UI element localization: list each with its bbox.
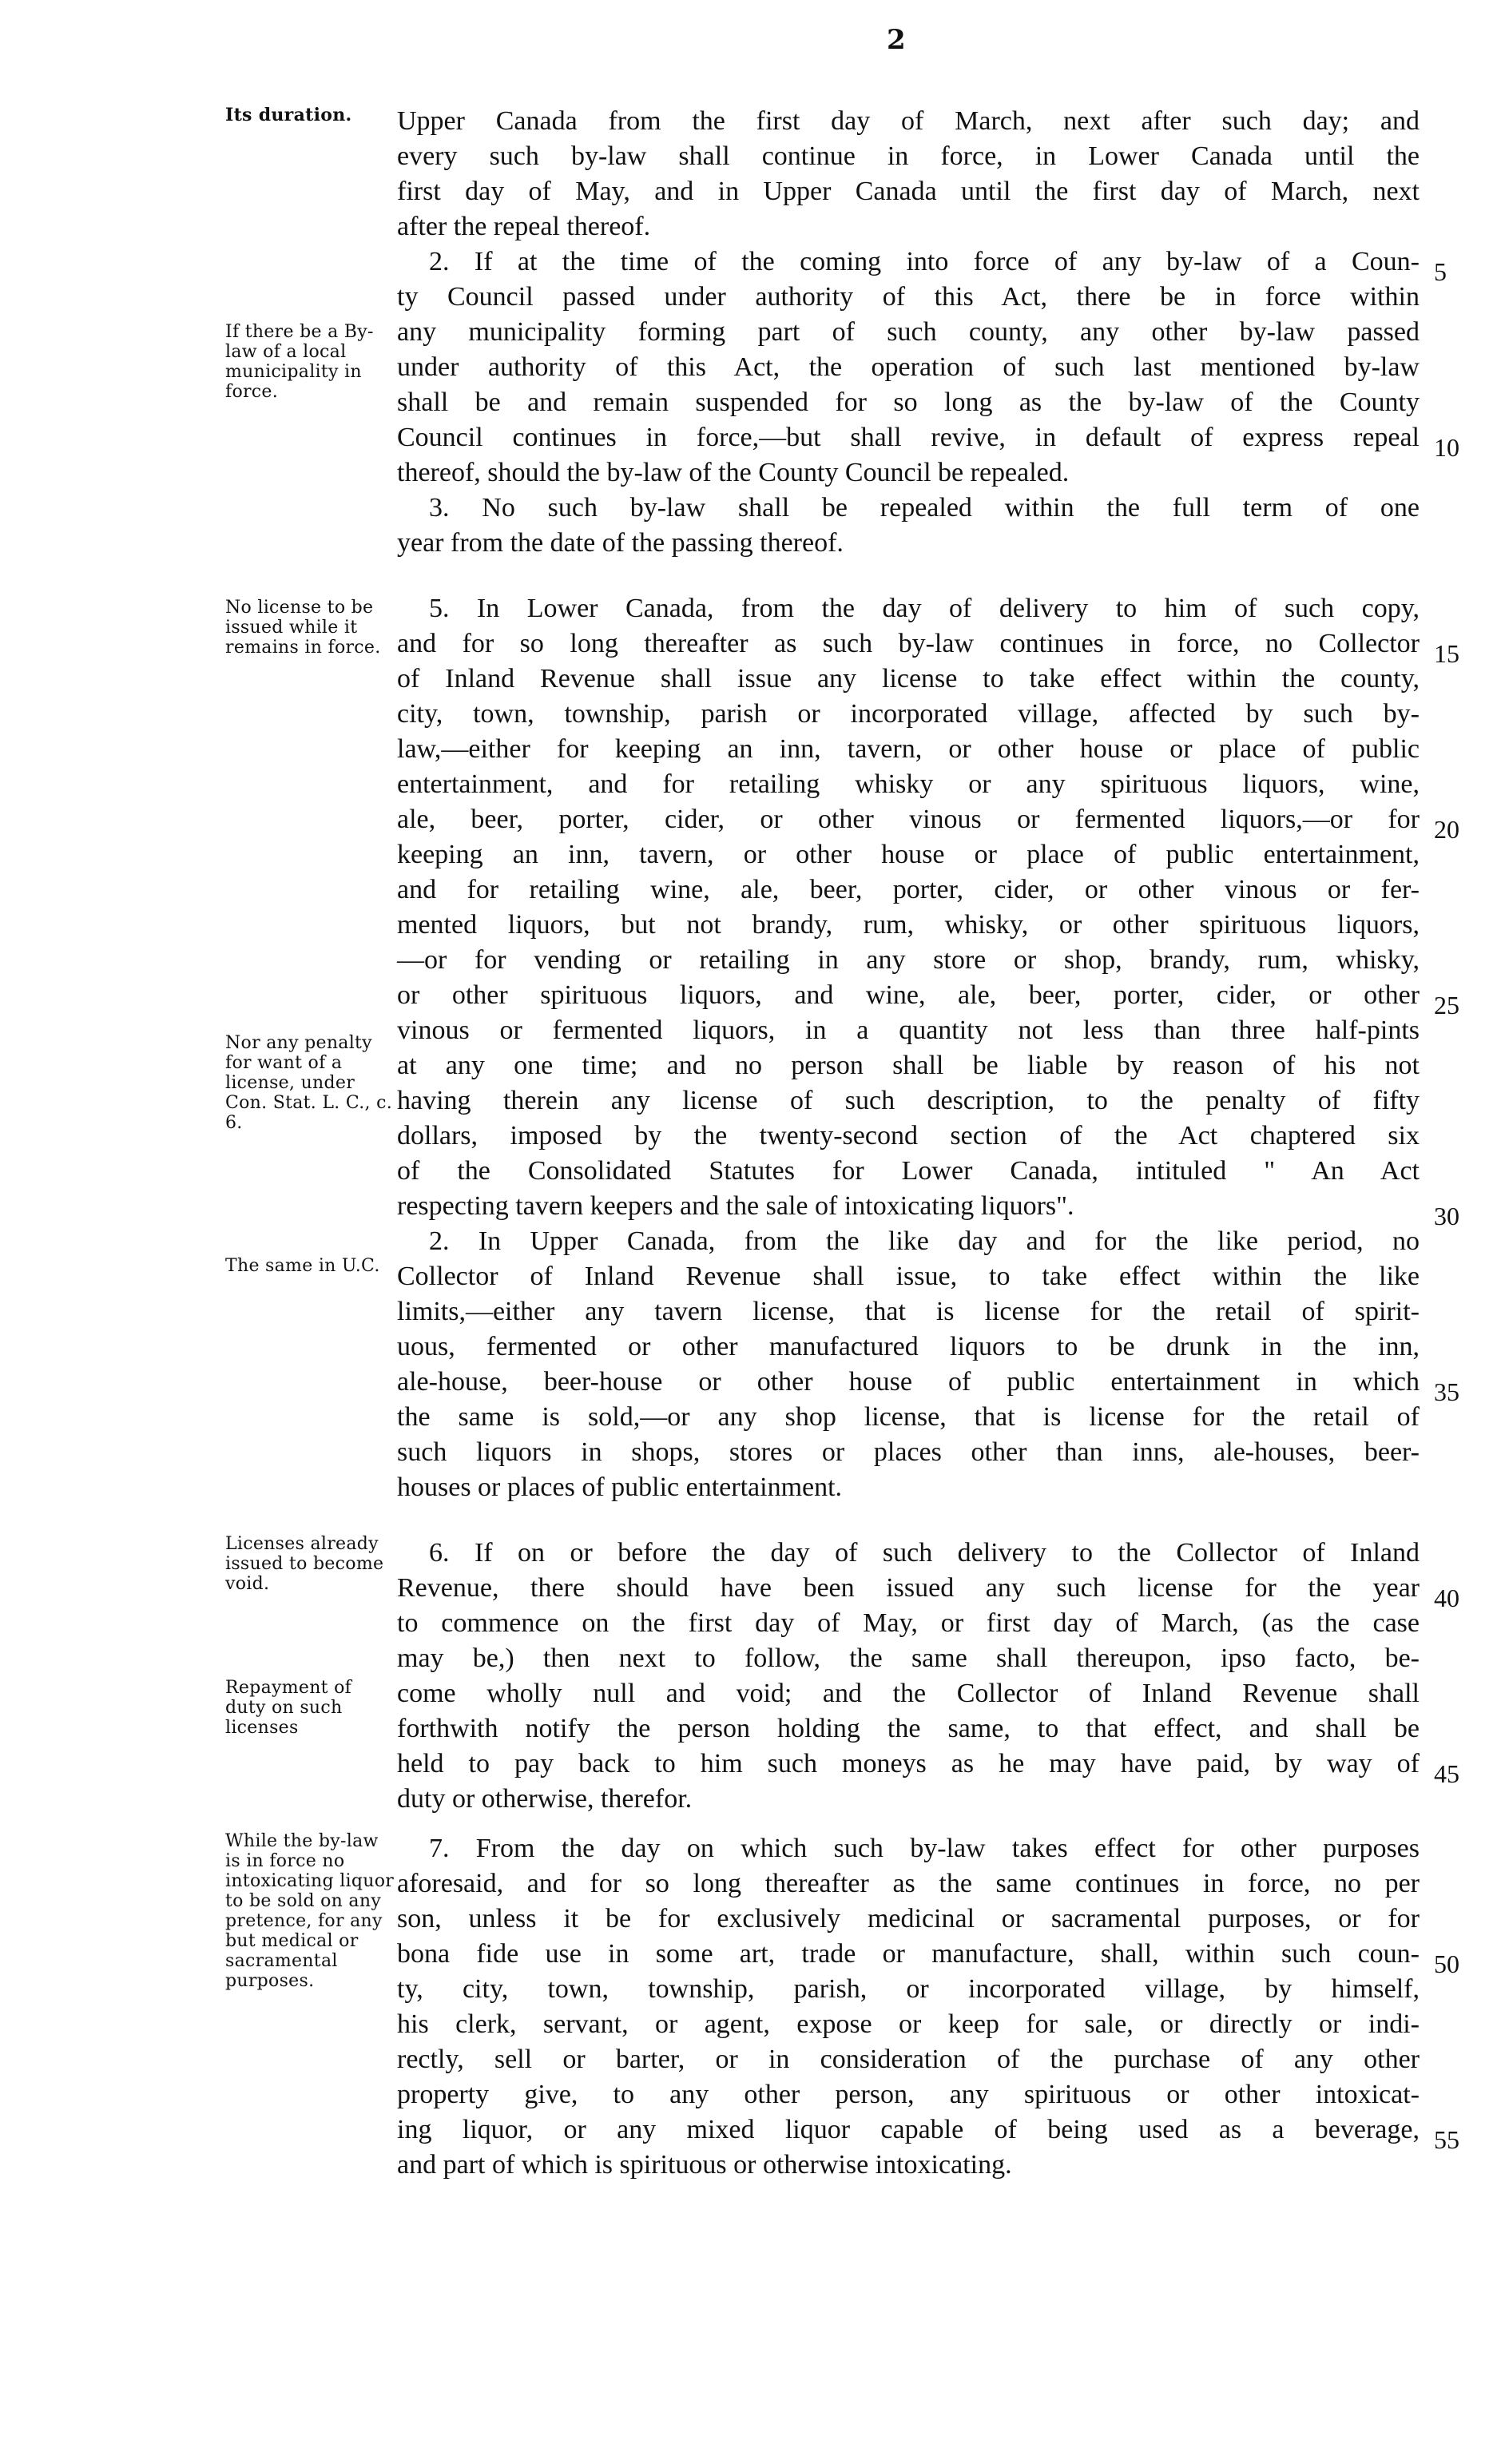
body-line: such liquors in shops, stores or places other than inns, ale-houses, beer- bbox=[397, 1437, 1420, 1467]
body-line: ale-house, beer-house or other house of public entertainment in which bbox=[397, 1367, 1420, 1397]
body-line: city, town, township, parish or incorporated village, affected by such by- bbox=[397, 699, 1420, 729]
body-line: dollars, imposed by the twenty-second section of the Act chaptered six bbox=[397, 1121, 1420, 1151]
body-line: and part of which is spirituous or otherwise intoxicating. bbox=[397, 2150, 1012, 2180]
body-line: any municipality forming part of such county, any other by-law passed bbox=[397, 317, 1420, 347]
body-line: of the Consolidated Statutes for Lower Canada, intituled " An Act bbox=[397, 1156, 1420, 1186]
body-line: after the repeal thereof. bbox=[397, 212, 651, 241]
body-line: 2. If at the time of the coming into force of any by-law of a Coun- bbox=[429, 247, 1420, 276]
line-number: 30 bbox=[1434, 1202, 1459, 1230]
margin-note-while-bylaw: While the by-law is in force no intoxicating liquor to be sold on any pretence, for any but medical or sacramental purposes. bbox=[225, 1831, 395, 1991]
body-line: ing liquor, or any mixed liquor capable of being used as a beverage, bbox=[397, 2115, 1420, 2144]
margin-note-licenses-void: Licenses already issued to become void. bbox=[225, 1534, 384, 1594]
body-line: every such by-law shall continue in force, in Lower Canada until the bbox=[397, 141, 1420, 171]
body-line: uous, fermented or other manufactured liquors to be drunk in the inn, bbox=[397, 1332, 1420, 1361]
line-number: 50 bbox=[1434, 1949, 1459, 1978]
body-line: 6. If on or before the day of such delivery to the Collector of Inland bbox=[429, 1538, 1420, 1568]
body-line: thereof, should the by-law of the County Council be repealed. bbox=[397, 458, 1070, 487]
page-number: 2 bbox=[887, 24, 906, 56]
body-line: duty or otherwise, therefor. bbox=[397, 1784, 693, 1814]
body-line: ty, city, town, township, parish, or incorporated village, by himself, bbox=[397, 1974, 1420, 2004]
body-line: shall be and remain suspended for so long as the by-law of the County bbox=[397, 387, 1420, 417]
margin-note-nor-penalty: Nor any penalty for want of a license, under Con. Stat. L. C., c. 6. bbox=[225, 1033, 393, 1133]
body-line: law,—either for keeping an inn, tavern, or other house or place of public bbox=[397, 734, 1420, 764]
body-line: mented liquors, but not brandy, rum, whisky, or other spirituous liquors, bbox=[397, 910, 1420, 940]
body-line: 3. No such by-law shall be repealed within the full term of one bbox=[429, 493, 1420, 523]
body-line: vinous or fermented liquors, in a quantity not less than three half-pints bbox=[397, 1015, 1420, 1045]
margin-note-its-duration: Its duration. bbox=[225, 105, 352, 125]
line-number: 55 bbox=[1434, 2125, 1459, 2154]
line-number: 25 bbox=[1434, 991, 1459, 1019]
body-line: Upper Canada from the first day of March, next after such day; and bbox=[397, 106, 1420, 136]
body-line: come wholly null and void; and the Collector of Inland Revenue shall bbox=[397, 1679, 1420, 1708]
line-number: 10 bbox=[1434, 433, 1459, 462]
body-line: ty Council passed under authority of this Act, there be in force within bbox=[397, 282, 1420, 312]
body-line: to commence on the first day of May, or first day of March, (as the case bbox=[397, 1608, 1420, 1638]
margin-note-same-uc: The same in U.C. bbox=[225, 1256, 380, 1276]
body-line: —or for vending or retailing in any store or shop, brandy, rum, whisky, bbox=[397, 945, 1420, 975]
body-line: and for so long thereafter as such by-law continues in force, no Collector bbox=[397, 629, 1420, 658]
line-number: 15 bbox=[1434, 639, 1459, 668]
body-line: rectly, sell or barter, or in consideration of the purchase of any other bbox=[397, 2045, 1420, 2074]
body-line: at any one time; and no person shall be liable by reason of his not bbox=[397, 1051, 1420, 1080]
body-line: 2. In Upper Canada, from the like day and for the like period, no bbox=[429, 1226, 1420, 1256]
body-line: having therein any license of such description, to the penalty of fifty bbox=[397, 1086, 1420, 1115]
body-line: Revenue, there should have been issued any such license for the year bbox=[397, 1573, 1420, 1603]
body-line: limits,—either any tavern license, that is license for the retail of spirit- bbox=[397, 1297, 1420, 1326]
line-number: 45 bbox=[1434, 1759, 1459, 1788]
body-line: year from the date of the passing thereof. bbox=[397, 528, 844, 558]
body-line: son, unless it be for exclusively medicinal or sacramental purposes, or for bbox=[397, 1904, 1420, 1933]
body-line: held to pay back to him such moneys as he may have paid, by way of bbox=[397, 1749, 1420, 1778]
margin-note-no-license: No license to be issued while it remains in force. bbox=[225, 598, 381, 658]
margin-note-repayment: Repayment of duty on such licenses bbox=[225, 1678, 352, 1738]
margin-note-bylaw-local: If there be a By-law of a local municipality in force. bbox=[225, 322, 374, 402]
body-line: respecting tavern keepers and the sale of intoxicating liquors". bbox=[397, 1191, 1074, 1221]
body-line: entertainment, and for retailing whisky or any spirituous liquors, wine, bbox=[397, 769, 1420, 799]
body-line: may be,) then next to follow, the same shall thereupon, ipso facto, be- bbox=[397, 1643, 1420, 1673]
body-line: ale, beer, porter, cider, or other vinous or fermented liquors,—or for bbox=[397, 805, 1420, 834]
body-line: of Inland Revenue shall issue any license to take effect within the county, bbox=[397, 664, 1420, 693]
body-line: Collector of Inland Revenue shall issue, to take effect within the like bbox=[397, 1262, 1420, 1291]
body-line: the same is sold,—or any shop license, that is license for the retail of bbox=[397, 1402, 1420, 1432]
body-line: first day of May, and in Upper Canada until the first day of March, next bbox=[397, 177, 1420, 206]
line-number: 20 bbox=[1434, 815, 1459, 844]
body-line: bona fide use in some art, trade or manufacture, shall, within such coun- bbox=[397, 1939, 1420, 1969]
body-line: keeping an inn, tavern, or other house or place of public entertainment, bbox=[397, 840, 1420, 869]
body-line: and for retailing wine, ale, beer, porter, cider, or other vinous or fer- bbox=[397, 875, 1420, 904]
body-line: his clerk, servant, or agent, expose or keep for sale, or directly or indi- bbox=[397, 2009, 1420, 2039]
body-line: property give, to any other person, any spirituous or other intoxicat- bbox=[397, 2080, 1420, 2109]
body-line: forthwith notify the person holding the same, to that effect, and shall be bbox=[397, 1714, 1420, 1743]
body-line: under authority of this Act, the operation of such last mentioned by-law bbox=[397, 352, 1420, 382]
body-line: 7. From the day on which such by-law takes effect for other purposes bbox=[429, 1834, 1420, 1863]
line-number: 5 bbox=[1434, 257, 1447, 286]
body-line: or other spirituous liquors, and wine, ale, beer, porter, cider, or other bbox=[397, 980, 1420, 1010]
line-number: 35 bbox=[1434, 1377, 1459, 1406]
line-number: 40 bbox=[1434, 1584, 1459, 1612]
body-line: aforesaid, and for so long thereafter as the same continues in force, no per bbox=[397, 1869, 1420, 1898]
body-line: houses or places of public entertainment. bbox=[397, 1472, 843, 1502]
body-line: Council continues in force,—but shall revive, in default of express repeal bbox=[397, 423, 1420, 452]
body-line: 5. In Lower Canada, from the day of delivery to him of such copy, bbox=[429, 594, 1420, 623]
